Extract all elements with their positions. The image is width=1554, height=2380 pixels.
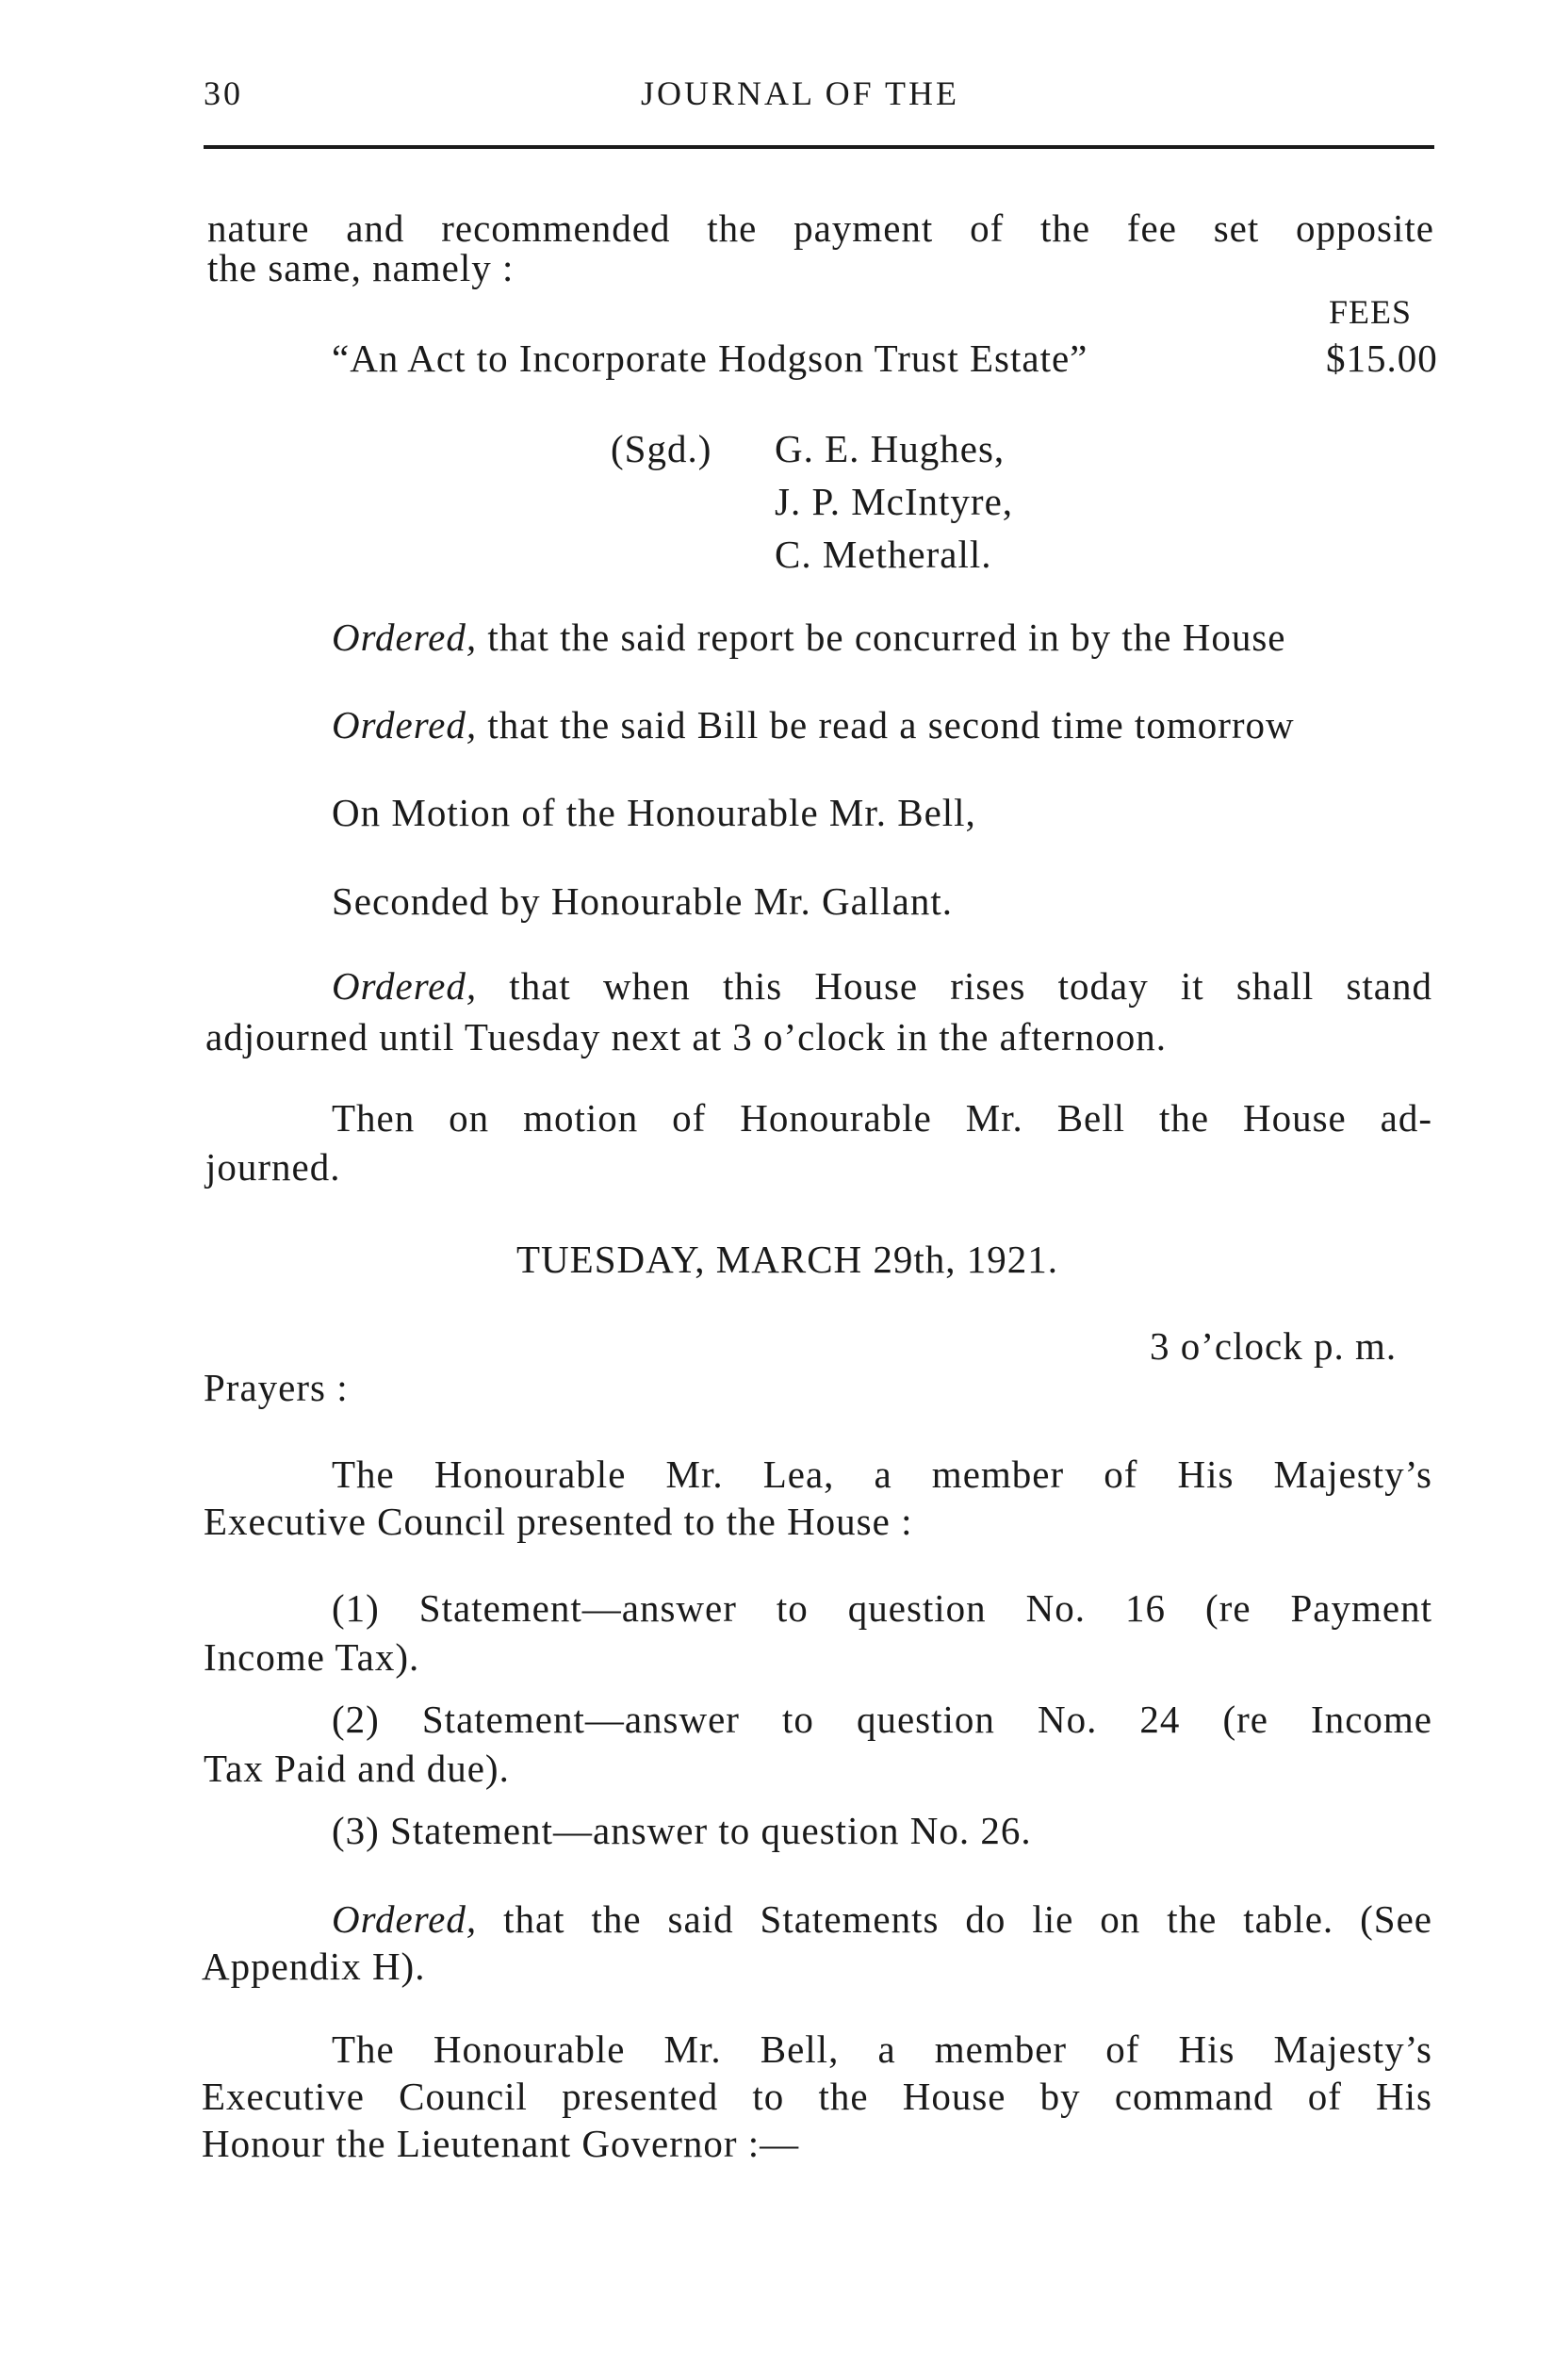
signatory-2: J. P. McIntyre, bbox=[775, 480, 1014, 523]
order-text: that the said report be concurred in by the House bbox=[477, 616, 1286, 659]
act-fee: $15.00 bbox=[1326, 336, 1438, 380]
sitting-time: 3 o’clock p. m. bbox=[1150, 1324, 1398, 1368]
order-concurred bbox=[332, 615, 1285, 660]
running-title: JOURNAL OF THE bbox=[641, 74, 960, 112]
signatory-3: C. Metherall. bbox=[775, 533, 992, 576]
order-text: that the said Bill be read a second time tomorrow bbox=[477, 703, 1295, 747]
order-statements-line-1 bbox=[332, 1896, 1432, 1942]
statement-item-1-line-2: Income Tax). bbox=[204, 1635, 420, 1679]
seconded-line: Seconded by Honourable Mr. Gallant. bbox=[332, 879, 953, 923]
adjourned-line-2: journed. bbox=[205, 1145, 341, 1189]
motion-line: On Motion of the Honourable Mr. Bell, bbox=[332, 791, 976, 834]
presentation-lea-line-1: The Honourable Mr. Lea, a member of His Majesty’s bbox=[332, 1453, 1432, 1496]
statement-item-1-line-1: (1) Statement—answer to question No. 16 (re Payment bbox=[332, 1586, 1432, 1630]
presentation-bell-line-1: The Honourable Mr. Bell, a member of His Majesty’s bbox=[332, 2027, 1432, 2071]
header-rule bbox=[204, 145, 1434, 149]
presentation-bell-line-3: Honour the Lieutenant Governor :— bbox=[202, 2122, 800, 2165]
prayers-label: Prayers : bbox=[204, 1366, 349, 1409]
order-text: that the said Statements do lie on the table. (See bbox=[477, 1897, 1432, 1941]
ordered-word: Ordered, bbox=[332, 1897, 478, 1941]
order-second-reading bbox=[332, 702, 1295, 747]
order-text: that when this House rises today it shall stand bbox=[477, 964, 1432, 1008]
report-line-1: nature and recommended the payment of the fee set opposite bbox=[207, 206, 1434, 250]
ordered-word: Ordered, bbox=[332, 616, 478, 659]
act-title: “An Act to Incorporate Hodgson Trust Estate” bbox=[332, 336, 1088, 380]
order-statements-line-2: Appendix H). bbox=[202, 1945, 426, 1988]
statement-item-2-line-2: Tax Paid and due). bbox=[204, 1747, 510, 1790]
ordered-word: Ordered, bbox=[332, 703, 478, 747]
signatory-1: G. E. Hughes, bbox=[775, 427, 1006, 470]
adjourned-line-1: Then on motion of Honourable Mr. Bell the House ad- bbox=[332, 1096, 1432, 1140]
statement-item-2-line-1: (2) Statement—answer to question No. 24 (re Income bbox=[332, 1698, 1432, 1741]
page-number: 30 bbox=[204, 74, 243, 112]
report-line-2: the same, namely : bbox=[207, 246, 515, 289]
fees-heading: FEES bbox=[1329, 293, 1413, 331]
sitting-date-heading: TUESDAY, MARCH 29th, 1921. bbox=[516, 1238, 1059, 1281]
statement-item-3: (3) Statement—answer to question No. 26. bbox=[332, 1809, 1032, 1852]
signed-label: (Sgd.) bbox=[611, 427, 712, 470]
ordered-word: Ordered, bbox=[332, 964, 478, 1008]
order-adjourn-line-1 bbox=[332, 963, 1432, 1009]
order-adjourn-line-2: adjourned until Tuesday next at 3 o’clock in the afternoon. bbox=[205, 1015, 1168, 1059]
presentation-bell-line-2: Executive Council presented to the House by command of His bbox=[202, 2075, 1432, 2118]
presentation-lea-line-2: Executive Council presented to the House : bbox=[204, 1500, 913, 1543]
